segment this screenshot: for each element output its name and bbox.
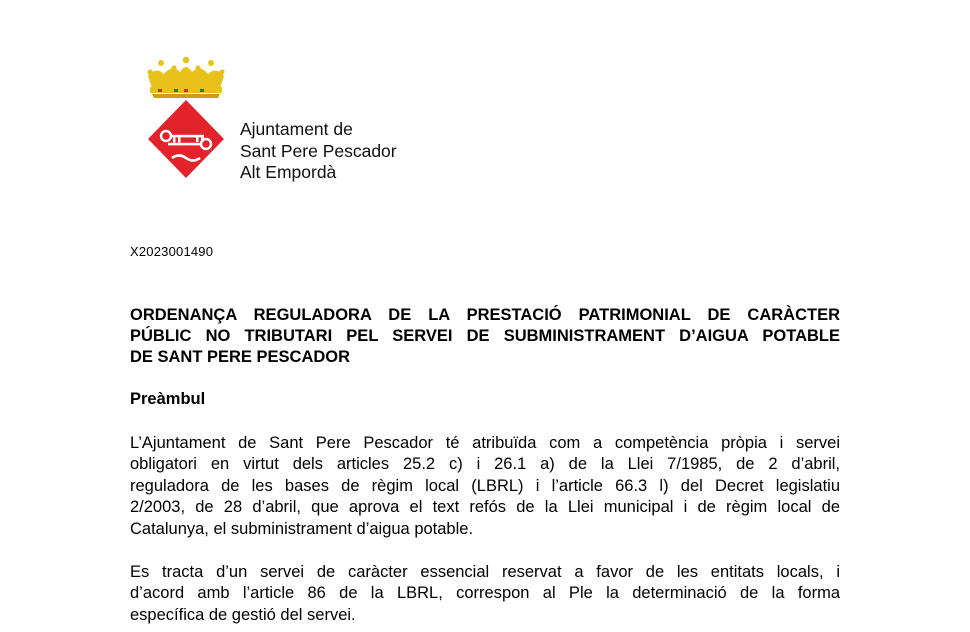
paragraph-line: Catalunya, el subministrament d’aigua potable. <box>130 519 474 538</box>
paragraph <box>130 562 840 626</box>
municipality-line: Sant Pere Pescador <box>240 140 397 161</box>
document-title <box>130 305 840 368</box>
title-line: ORDENANÇA REGULADORA DE LA PRESTACIÓ PATRIMONIAL DE CARÀCTER <box>130 306 840 324</box>
crown-icon <box>147 57 224 98</box>
paragraph-line: 2/2003, de 28 d’abril, que aprova el text refós de la Llei municipal i de règim local de <box>130 498 840 517</box>
paragraph-line: reguladora de les bases de règim local (LBRL) i l’article 66.3 l) del Decret legislatiu <box>130 476 840 495</box>
paragraph-line: L’Ajuntament de Sant Pere Pescador té atribuïda com a competència pròpia i servei <box>130 434 840 452</box>
paragraph-line: Es tracta d’un servei de caràcter essencial reservat a favor de les entitats locals, i <box>130 563 840 581</box>
section-heading-preamble: Preàmbul <box>130 390 206 408</box>
municipal-crest-logo <box>136 54 226 182</box>
municipality-name <box>240 119 397 184</box>
paragraph-line: d’acord amb l’article 86 de la LBRL, correspon al Ple la determinació de la forma <box>130 584 840 603</box>
title-line: DE SANT PERE PESCADOR <box>130 348 351 366</box>
shield-icon <box>148 100 224 178</box>
municipality-line: Alt Empordà <box>240 162 337 182</box>
paragraph-line: obligatori en virtut dels articles 25.2 c) i 26.1 a) de la Llei 7/1985, de 2 d’abril, <box>130 455 840 474</box>
paragraph-line: específica de gestió del servei. <box>130 605 356 624</box>
paragraph <box>130 433 840 540</box>
municipality-line: Ajuntament de <box>240 119 353 139</box>
title-line: PÚBLIC NO TRIBUTARI PEL SERVEI DE SUBMINISTRAMENT D’AIGUA POTABLE <box>130 327 840 345</box>
document-reference-code: X2023001490 <box>130 244 214 259</box>
